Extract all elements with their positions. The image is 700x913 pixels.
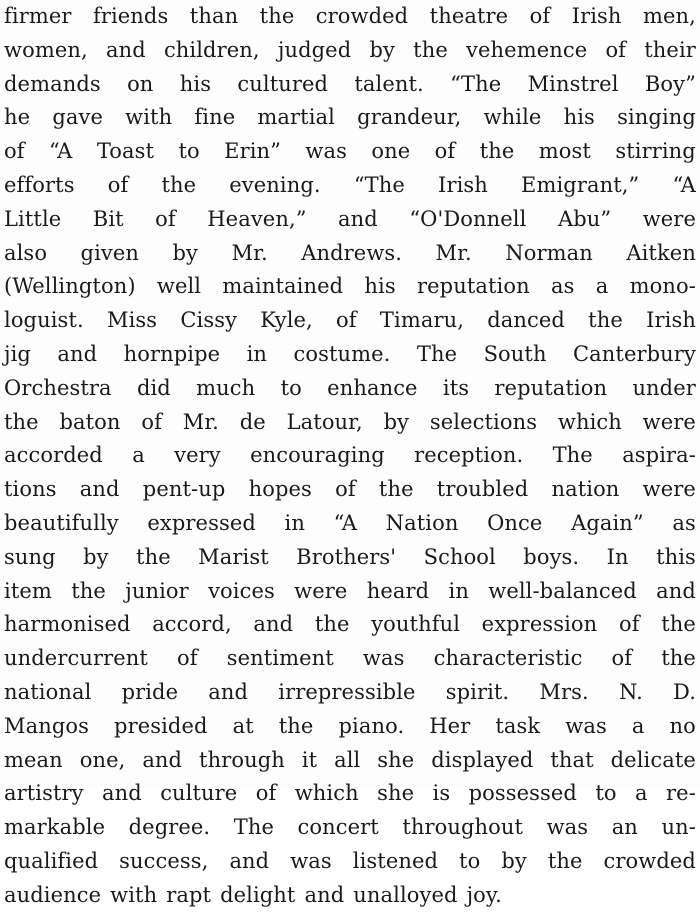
article-line: item the junior voices were heard in well-balanced and — [4, 578, 696, 603]
article-line: markable degree. The concert throughout was an un- — [4, 815, 696, 840]
article-line: artistry and culture of which she is possessed to a re- — [4, 781, 696, 806]
article-line: demands on his cultured talent. “The Minstrel Boy” — [4, 71, 696, 96]
article-column — [4, 0, 696, 913]
article-line: Little Bit of Heaven,” and “O'Donnell Abu” were — [4, 206, 696, 231]
article-line: mean one, and through it all she displayed that delicate — [4, 747, 696, 772]
article-line: efforts of the evening. “The Irish Emigrant,” “A — [4, 172, 696, 197]
article-line: also given by Mr. Andrews. Mr. Norman Aitken — [4, 240, 696, 265]
article-line: accorded a very encouraging reception. The aspira- — [4, 443, 696, 468]
article-line: tions and pent-up hopes of the troubled nation were — [4, 477, 696, 502]
article-line: firmer friends than the crowded theatre of Irish men, — [4, 4, 696, 28]
article-line: Mangos presided at the piano. Her task was a no — [4, 713, 696, 738]
article-line: national pride and irrepressible spirit. Mrs. N. D. — [4, 679, 696, 704]
article-line: qualified success, and was listened to by the crowded — [4, 848, 696, 873]
article-line: loguist. Miss Cissy Kyle, of Timaru, danced the Irish — [4, 308, 696, 333]
article-line: he gave with fine martial grandeur, while his singing — [4, 105, 696, 130]
article-line: beautifully expressed in “A Nation Once Again” as — [4, 510, 696, 535]
article-line: undercurrent of sentiment was characteristic of the — [4, 646, 696, 671]
article-line: the baton of Mr. de Latour, by selections which were — [4, 409, 696, 434]
article-line: (Wellington) well maintained his reputation as a mono- — [4, 274, 696, 299]
article-line: Orchestra did much to enhance its reputation under — [4, 375, 696, 400]
article-line: jig and hornpipe in costume. The South Canterbury — [4, 341, 696, 366]
article-line: sung by the Marist Brothers' School boys. In this — [4, 544, 696, 569]
article-line: of “A Toast to Erin” was one of the most stirring — [4, 139, 696, 164]
article-line: audience with rapt delight and unalloyed joy. — [4, 882, 502, 907]
article-line: harmonised accord, and the youthful expression of the — [4, 612, 696, 637]
article-line: women, and children, judged by the vehemence of their — [4, 37, 696, 62]
